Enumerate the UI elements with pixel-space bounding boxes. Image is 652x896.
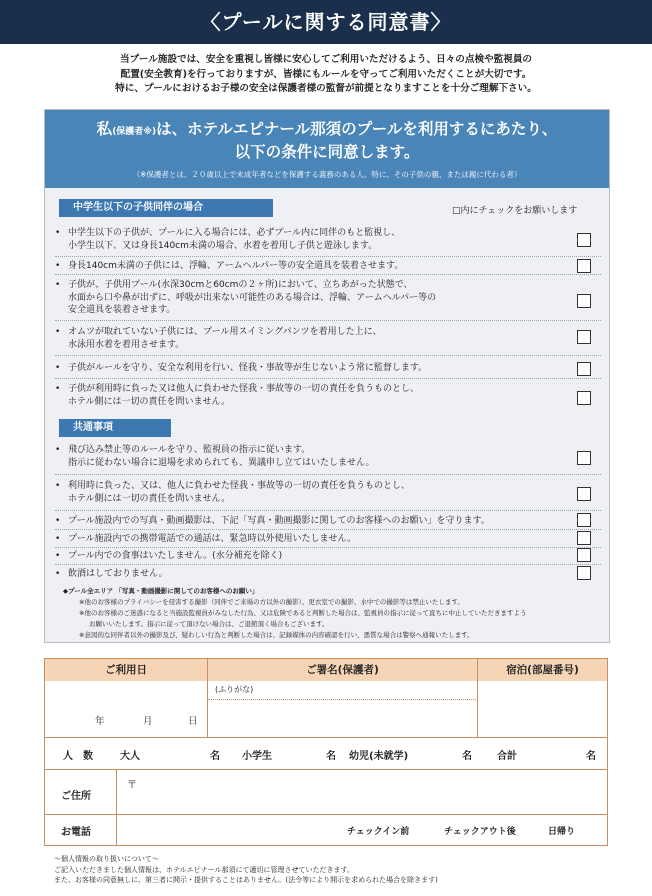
page-title: 〈プールに関する同意書〉 bbox=[0, 0, 652, 44]
infant-label: 幼児(未就学) bbox=[349, 751, 409, 762]
checkout-after-option[interactable]: チェックアウト後 bbox=[444, 827, 516, 837]
condition-checkbox[interactable] bbox=[577, 566, 591, 580]
postal-mark: 〒 bbox=[127, 780, 137, 791]
intro-line: 当プール施設では、安全を重視し皆様に安心してご利用いただけるよう、日々の点検や監視員の bbox=[119, 54, 533, 65]
signature-header: ご署名(保護者) bbox=[208, 659, 478, 681]
condition-checkbox[interactable] bbox=[577, 548, 591, 562]
notes-line: ※意図的な同伴者以外の撮影及び、疑わしい行為と判断した場合は、記録媒体の内容確認を行い、悪質な場合は警察へ通報いたします。 bbox=[79, 631, 474, 639]
year-label: 年 bbox=[95, 716, 105, 727]
condition-checkbox[interactable] bbox=[577, 513, 591, 527]
privacy-line: 〜個人情報の取り扱いについて〜 bbox=[54, 855, 159, 863]
consent-banner bbox=[45, 110, 609, 188]
phone-field[interactable] bbox=[117, 815, 607, 845]
row-divider bbox=[55, 564, 601, 565]
notes-line: ※他のお客様のプライバシーを侵害する撮影（同伴でご来場の方以外の撮影）、更衣室での撮影、水中での撮影等は禁止いたします。 bbox=[79, 598, 464, 606]
infant-unit: 名 bbox=[462, 751, 472, 762]
photo-policy-notes bbox=[63, 586, 526, 641]
room-header: 宿泊(部屋番号) bbox=[478, 659, 607, 681]
room-number-field[interactable] bbox=[478, 681, 607, 738]
intro-line: 配置(安全教育)を行っておりますが、皆様にもルールを守ってご利用いただくことが大切です。 bbox=[120, 68, 532, 80]
adult-unit: 名 bbox=[210, 751, 220, 762]
row-divider bbox=[55, 529, 601, 530]
people-label: 人 数 bbox=[63, 751, 93, 762]
privacy-line: ご記入いただきました個人情報は、ホテルエピナール那須にて適切に管理させていただきます。 bbox=[54, 865, 354, 874]
privacy-notice bbox=[54, 854, 438, 886]
condition-checkbox[interactable] bbox=[577, 294, 591, 308]
condition-checkbox[interactable] bbox=[577, 362, 591, 376]
row-divider bbox=[55, 355, 601, 356]
phone-label-cell bbox=[45, 815, 117, 845]
total-label: 合計 bbox=[497, 751, 517, 762]
people-row bbox=[45, 738, 607, 770]
condition-checkbox[interactable] bbox=[577, 391, 591, 405]
furigana-label: (ふりがな) bbox=[215, 685, 254, 694]
address-label-cell bbox=[45, 770, 117, 815]
adult-label: 大人 bbox=[120, 751, 140, 762]
row-divider bbox=[55, 320, 601, 321]
furigana-field[interactable] bbox=[208, 681, 478, 700]
month-label: 月 bbox=[143, 716, 153, 727]
signature-field[interactable] bbox=[208, 700, 478, 738]
registration-form bbox=[44, 658, 608, 846]
consent-conditions-panel: 私(保護者※)は、ホテルエピナール那須のプールを利用するにあたり、 以下の条件に同意します。 （※保護者とは、２０歳以上で未成年者などを保護する義務のある人。特に、その子供の親、または親に代わる者） 中学生以下の子供同伴の場合 □内にチェックをお願いします • 中学生以下の子供が、プールに入る場合には、必ずプール内に同伴のもと監視し、 小学生以下、又は身長140cm未満の場合、水着を着用し子供と遊泳します。 • 身長140cm未満の子供には、浮輪、アームヘルパー等の安全道具を装着させます。 • 子供が、子供用プール(水深30cmと60cmの２ヶ所)において、立ちあがった状態で、 水面から口や鼻が出ずに、呼吸が出来ない可能性のある場合は、浮輪、アームヘルパー等の 安全道具を装着させます。 • オムツが取れていない子供には、プール用スイミングパンツを着用した上に、 水泳用水着を着用させます。 • 子供がルールを守り、安全な利用を行い、怪我・事故等が生じないよう常に監督します。 • 子供が利用時に負った又は他人に負わせた怪我・事故等の一切の責任を負うものとし、 ホテル側には一切の責任を問いません。 共通事項 • 飛び込み禁止等のルールを守り、監視員の指示に従います。 指示に従わない場合に退場を求められても、異議申し立てはいたしません。 • 利用時に負った、又は、他人に負わせた怪我・事故等の一切の責任を負うものとし、 ホテル側には一切の責任を問いません。 • プール施設内での写真・動画撮影は、下記「写真・動画撮影に関してのお客様へのお願い」を守ります。 • プール施設内での携帯電話での通話は、緊急時以外使用いたしません。 • プール内での食事はいたしません。(水分補充を除く) • 飲酒はしておりません。 ◆プール全エリア 「写真・動画撮影に関してのお客様へのお願い」 ※他のお客様のプライバシーを侵害する撮影（同伴でご来場の方以外の撮影）、更衣室での撮影、水中での撮影等は禁止いたします。 ※他のお客様のご迷惑になると当施設監視員がみなした行為、又は危険であると判断した場合は、監視員の指示に従って直ちに中止していただきますよう お願いいたします。指示に従って頂けない場合は、ご退館頂く場合もございます。 ※意図的な同伴者以外の撮影及び、疑わしい行為と判断した場合は、記録媒体の内容確認を行い、悪質な場合は警察へ通報いたします。 bbox=[44, 109, 610, 643]
condition-checkbox[interactable] bbox=[577, 259, 591, 273]
checkin-before-option[interactable]: チェックイン前 bbox=[347, 827, 410, 837]
intro-line: 特に、プールにおけるお子様の安全は保護者様の監督が前提となりますことを十分ご理解下さい。 bbox=[115, 83, 537, 94]
section-title-children: 中学生以下の子供同伴の場合 bbox=[59, 199, 273, 217]
phone-label: お電話 bbox=[61, 827, 91, 838]
guardian-definition-note: （※保護者とは、２０歳以上で未成年者などを保護する義務のある人。特に、その子供の親、または親に代わる者） bbox=[132, 170, 522, 179]
row-divider bbox=[55, 510, 601, 511]
privacy-line: また、お客様の同意無しに、第三者に開示・提供することはありません。(法令等により開示を求められた場合を除きます) bbox=[54, 876, 438, 884]
condition-checkbox[interactable] bbox=[577, 233, 591, 247]
check-instruction: □内にチェックをお願いします bbox=[452, 206, 578, 216]
notes-heading: ◆プール全エリア 「写真・動画撮影に関してのお客様へのお願い」 bbox=[63, 587, 259, 595]
condition-checkbox[interactable] bbox=[577, 531, 591, 545]
banner-line-1: 私(保護者※)は、ホテルエピナール那須のプールを利用するにあたり、 bbox=[96, 120, 558, 138]
banner-line-2: 以下の条件に同意します。 bbox=[234, 143, 420, 161]
notes-line: お願いいたします。指示に従って頂けない場合は、ご退館頂く場合もございます。 bbox=[89, 620, 329, 628]
day-trip-option[interactable]: 日帰り bbox=[548, 827, 576, 837]
condition-checkbox[interactable] bbox=[577, 451, 591, 465]
row-divider bbox=[55, 474, 601, 475]
address-label: ご住所 bbox=[61, 791, 91, 802]
condition-checkbox[interactable] bbox=[577, 487, 591, 501]
section-title-common: 共通事項 bbox=[59, 419, 171, 437]
elementary-label: 小学生 bbox=[242, 751, 272, 762]
row-divider bbox=[55, 547, 601, 548]
address-field[interactable] bbox=[117, 770, 607, 815]
intro-text bbox=[0, 53, 652, 97]
condition-checkbox[interactable] bbox=[577, 330, 591, 344]
row-divider bbox=[55, 378, 601, 379]
day-label: 日 bbox=[188, 716, 198, 727]
notes-line: ※他のお客様のご迷惑になると当施設監視員がみなした行為、又は危険であると判断した場合は、監視員の指示に従って直ちに中止していただきますよう bbox=[79, 609, 527, 617]
elementary-unit: 名 bbox=[326, 751, 336, 762]
row-divider bbox=[55, 274, 601, 275]
total-unit: 名 bbox=[586, 751, 596, 762]
date-field[interactable] bbox=[45, 681, 208, 738]
row-divider bbox=[55, 256, 601, 257]
date-header: ご利用日 bbox=[45, 659, 208, 681]
